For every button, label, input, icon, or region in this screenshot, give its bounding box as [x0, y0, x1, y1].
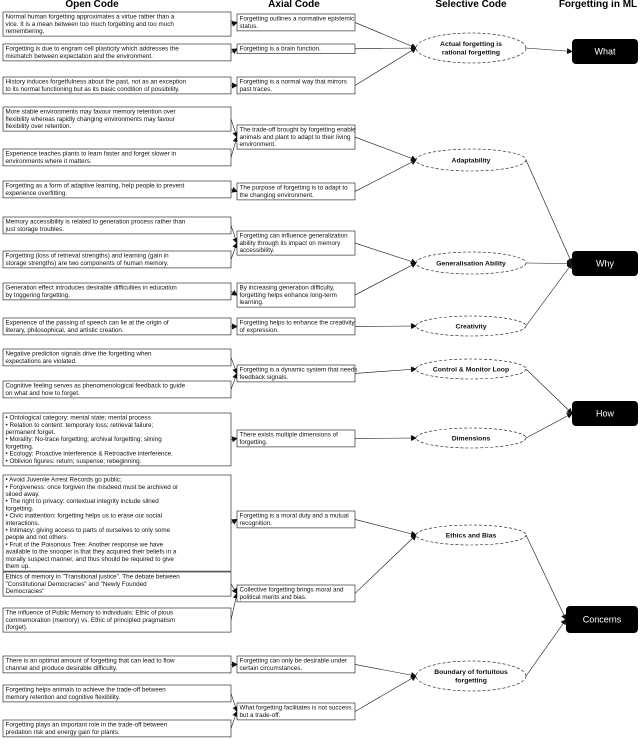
axial-code-node — [237, 511, 355, 528]
open-code-text: interactions. — [5, 519, 40, 527]
open-code-text: (forget). — [5, 624, 28, 631]
connector-arrow — [355, 519, 416, 535]
connector-arrow — [231, 189, 237, 191]
axial-code-text: Forgetting outlines a normative epistemic — [239, 15, 355, 23]
connector-arrow — [231, 593, 237, 620]
axial-code-node — [237, 318, 356, 335]
open-code-text: mismatch between expectation and the environment. — [5, 52, 153, 60]
connector-arrow — [526, 160, 572, 264]
connector-arrow — [526, 620, 566, 677]
connector-arrow — [526, 48, 572, 52]
open-code-text: Normal human forgetting approximates a virtue rather than a — [5, 13, 175, 21]
connector-arrow — [355, 369, 416, 373]
connector-arrow — [231, 119, 237, 137]
open-code-text: • Ecology: Proactive interference & Retroactive interference. — [5, 450, 173, 458]
open-code-text: forgetting. — [5, 443, 34, 451]
open-code-text: morally suspect manner, and thus should be required to give — [5, 555, 174, 563]
open-code-text: More stable environments may favour memory retention over — [5, 108, 176, 116]
selective-code-node — [416, 359, 526, 379]
open-code-node — [3, 720, 231, 737]
axial-code-text: The trade-off brought by forgetting enable — [239, 126, 356, 134]
connector-arrow — [526, 264, 572, 327]
open-code-node — [3, 318, 231, 335]
selective-code-node — [416, 428, 526, 448]
open-code-node — [3, 217, 231, 234]
open-code-text: • Oblivion figures: return; suspense; rebeginning. — [5, 457, 142, 465]
connector-arrow — [231, 438, 237, 439]
open-code-text: just storage troubles. — [5, 225, 64, 233]
axial-code-text: accessibility. — [239, 247, 275, 254]
axial-code-node — [237, 14, 355, 31]
axial-code-text: The purpose of forgetting is to adapt to — [239, 184, 348, 192]
open-code-text: Generation effect introduces desirable difficulties in education — [5, 284, 177, 292]
connector-arrow — [355, 243, 416, 263]
connector-arrow — [355, 22, 416, 48]
selective-code-node — [416, 252, 526, 274]
open-code-text: flexibility whereas rapidly changing environments may favour — [5, 115, 175, 123]
header-axial-code: Axial Code — [268, 0, 320, 10]
selective-code-text: rational forgetting — [441, 49, 501, 57]
ml-category-label: What — [594, 46, 616, 57]
selective-code-node — [416, 33, 526, 63]
axial-code-text: of expression. — [239, 326, 279, 334]
open-code-text: Cognitive feeling serves as phenomenological feedback to guide — [5, 382, 186, 390]
open-code-node — [3, 656, 231, 673]
axial-code-text: There exists multiple dimensions of — [239, 431, 338, 439]
connector-arrow — [526, 535, 566, 620]
open-code-text: Forgetting is due to engram cell plasticity which addresses the — [5, 45, 179, 53]
open-code-text: Forgetting helps animals to achieve the trade-off between — [5, 686, 166, 694]
node-layer — [3, 12, 638, 737]
open-code-text: The influence of Public Memory to individuals: Ethic of pious — [5, 609, 174, 617]
header-forgetting-in-ml: Forgetting in ML — [558, 0, 638, 10]
selective-code-node — [416, 525, 526, 545]
open-code-text: Forgetting (loss of retrieval strengths) and learning (gain in — [5, 252, 169, 260]
selective-code-node — [416, 661, 526, 691]
ml-category-label: How — [595, 408, 615, 419]
open-code-text: channel and produce desirable difficulty. — [5, 664, 118, 672]
connector-arrow — [526, 414, 572, 439]
open-code-text: memory retention and cognitive flexibility. — [5, 693, 121, 701]
selective-code-node — [416, 316, 526, 336]
connector-arrow — [526, 369, 572, 414]
axial-code-text: learning. — [239, 299, 264, 306]
open-code-node — [3, 685, 231, 702]
axial-code-node — [237, 585, 355, 602]
open-code-node — [3, 349, 231, 366]
axial-code-text: feedback signals. — [239, 373, 289, 381]
axial-code-text: Forgetting can influence generalization — [239, 232, 348, 240]
selective-code-text: Ethics and Bias — [445, 532, 497, 540]
selective-code-text: forgetting — [455, 677, 487, 685]
open-code-text: forgetting. — [5, 505, 34, 513]
open-code-text: to its normal functioning but as its basic condition of possibility. — [5, 85, 180, 93]
connector-arrow — [355, 48, 416, 85]
open-code-text: • Fruit of the Poisonous Tree: Another response we have — [5, 541, 164, 549]
connector-arrow — [355, 676, 416, 711]
axial-code-text: past traces. — [239, 85, 273, 93]
connector-arrow — [231, 49, 237, 53]
open-code-text: • Avoid Juvenile Arrest Records go public; — [5, 476, 122, 484]
axial-code-node — [237, 44, 355, 54]
open-code-text: Forgetting as a form of adaptive learning, help people to prevent — [5, 182, 185, 190]
connector-arrow — [231, 584, 237, 593]
open-code-node — [3, 44, 231, 61]
axial-code-node — [237, 283, 355, 307]
axial-code-text: Forgetting helps to enhance the creativity — [239, 319, 355, 327]
selective-code-text: Boundary of fortuitous — [434, 669, 508, 677]
open-code-text: literary, philosophical, and artistic creation. — [5, 326, 124, 334]
open-code-text: experience overfitting. — [5, 189, 68, 197]
connector-arrow — [231, 373, 237, 389]
connector-arrow — [355, 664, 416, 676]
axial-code-node — [237, 703, 355, 720]
connector-arrow — [355, 535, 416, 593]
open-code-text: Negative prediction signals drive the forgetting when — [5, 350, 152, 358]
selective-code-text: Creativity — [455, 323, 487, 331]
connector-arrow — [231, 519, 237, 523]
open-code-text: vice. It is a mean between too much forgetting and too much — [5, 20, 174, 28]
selective-code-text: Control & Monitor Loop — [432, 366, 510, 374]
open-code-text: on what and how to forget. — [5, 389, 80, 397]
connector-arrow — [526, 263, 572, 264]
open-code-node — [3, 572, 231, 596]
open-code-text: by triggering forgetting. — [5, 291, 70, 299]
open-code-text: Experience teaches plants to learn faster and forget slower in — [5, 150, 177, 158]
open-code-node — [3, 413, 231, 466]
open-code-text: Forgetting plays an important role in the trade-off between — [5, 721, 168, 729]
connector-arrow — [231, 225, 237, 243]
open-code-text: • Forgiveness: once forgiven the misdeed must be archived or — [5, 483, 179, 491]
open-code-text: them up. — [5, 563, 31, 570]
connector-arrow — [231, 22, 237, 24]
axial-code-text: political merits and bias. — [239, 593, 307, 601]
open-code-text: flexibility over retention. — [5, 123, 72, 130]
axial-code-text: but a trade-off. — [239, 711, 281, 719]
axial-code-text: Collective forgetting brings moral and — [239, 586, 344, 594]
ml-category-what — [572, 39, 638, 64]
axial-code-node — [237, 656, 355, 673]
axial-code-text: Forgetting is a moral duty and a mutual — [239, 512, 349, 520]
axial-code-text: ability through its impact on memory — [239, 239, 341, 247]
open-code-text: Experience of the passing of speech can lie at the origin of — [5, 319, 169, 327]
header-open-code: Open Code — [65, 0, 119, 10]
header-selective-code: Selective Code — [435, 0, 507, 10]
open-code-text: siloed away. — [5, 491, 40, 498]
connector-arrow — [231, 711, 237, 728]
open-code-text: • Civic inattention: forgetting helps us to erase our social — [5, 512, 163, 520]
axial-code-text: animals and plant to adapt to their living — [239, 133, 351, 141]
connector-arrow — [231, 243, 237, 259]
open-code-node — [3, 608, 231, 632]
open-code-text: expectations are violated. — [5, 357, 77, 365]
axial-code-text: forgetting. — [239, 438, 268, 446]
open-code-text: Ethics of memory in "Transitional justice". The debate between — [5, 573, 180, 581]
open-code-node — [3, 283, 231, 300]
open-code-text: There is an optimal amount of forgetting that can lead to flow — [5, 657, 175, 665]
connector-arrow — [231, 291, 237, 295]
open-code-text: predation risk and energy gain for plants. — [5, 728, 120, 736]
open-code-text: • Morality: No-trace forgetting; archival forgetting; silning — [5, 436, 162, 444]
open-code-text: • Relation to content: temporary loss; retrieval failure; — [5, 421, 154, 429]
axial-code-text: Forgetting is a normal way that mirrors — [239, 78, 347, 86]
open-code-text: Memory accessibility is related to generation process rather than — [5, 218, 186, 226]
open-code-node — [3, 381, 231, 398]
axial-code-node — [237, 231, 355, 255]
selective-code-text: Dimensions — [451, 435, 491, 443]
ml-category-why — [572, 251, 638, 276]
selective-code-text: Actual forgetting is — [440, 41, 502, 49]
axial-code-text: Forgetting can only be desirable under — [239, 657, 347, 665]
open-code-text: Democracies" — [5, 588, 45, 595]
ml-category-label: Why — [596, 258, 614, 269]
open-code-node — [3, 12, 231, 36]
open-code-text: commemoration (memory) vs. Ethic of principled pragmatism — [5, 616, 176, 624]
axial-code-text: By increasing generation difficulty, — [239, 284, 335, 292]
axial-code-text: Forgetting is a brain function. — [239, 45, 321, 53]
open-code-node — [3, 181, 231, 198]
axial-code-text: recognition. — [239, 519, 273, 527]
axial-code-text: forgetting helps enhance long-term — [239, 291, 337, 299]
open-code-text: people and not others. — [5, 534, 69, 542]
open-code-text: remembering. — [5, 28, 45, 35]
axial-code-text: the changing environment. — [239, 191, 314, 199]
axial-code-node — [237, 365, 357, 382]
ml-category-label: Concerns — [582, 614, 622, 625]
selective-code-text: Adaptability — [451, 157, 491, 165]
connector-arrow — [355, 48, 416, 49]
open-code-text: "Constitutional Democracies" and "Newly Founded — [5, 580, 147, 588]
axial-code-text: status. — [239, 22, 259, 30]
open-code-text: • Intimacy: giving access to parts of ourselves to only some — [5, 527, 171, 534]
axial-code-node — [237, 183, 355, 200]
selective-code-text: Generalisation Ability — [436, 260, 506, 268]
open-code-node — [3, 475, 231, 571]
axial-code-text: Forgetting is a dynamic system that needs — [239, 366, 358, 374]
open-code-node — [3, 149, 231, 166]
ml-category-how — [572, 401, 638, 426]
open-code-text: environments where it matters. — [5, 157, 92, 165]
axial-code-node — [237, 430, 355, 447]
open-code-text: • Ontological category: mental state; mental process — [5, 414, 151, 422]
open-code-text: History induces forgetfulness about the past, not as an exception — [5, 78, 187, 86]
connector-arrow — [355, 263, 416, 295]
open-code-text: storage strengths) are two components of human memory. — [5, 259, 169, 267]
axial-code-node — [237, 125, 356, 149]
selective-code-node — [416, 149, 526, 171]
connector-arrow — [231, 357, 237, 373]
axial-code-node — [237, 77, 355, 94]
axial-code-text: environment. — [239, 141, 276, 148]
connector-arrow — [355, 160, 416, 191]
open-code-text: • The right to privacy: contextual integrity include silned — [5, 498, 159, 506]
axial-code-text: certain circumstances. — [239, 664, 303, 672]
connector-arrow — [355, 137, 416, 160]
connector-arrow — [231, 693, 237, 711]
open-code-text: permanent forget. — [5, 429, 56, 436]
open-code-node — [3, 107, 231, 131]
open-code-text: available to the snooper is that they acquired their beliefs in a — [5, 548, 177, 556]
connector-arrow — [231, 137, 237, 157]
ml-category-concerns — [566, 606, 638, 633]
open-code-node — [3, 251, 231, 268]
open-code-node — [3, 77, 231, 94]
axial-code-text: What forgetting facilitates is not success — [239, 704, 352, 712]
